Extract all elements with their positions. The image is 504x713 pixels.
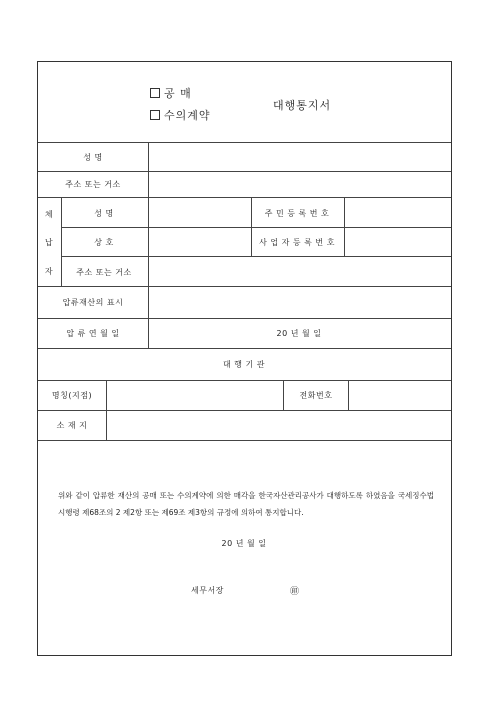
taxpayer-label-1: 체 xyxy=(44,210,54,219)
auction-checkbox[interactable] xyxy=(150,88,160,98)
page-title: 대행통지서 xyxy=(273,99,332,112)
taxpayer-address-label: 주소 또는 거소 xyxy=(76,268,132,277)
divider xyxy=(38,286,451,287)
resident-no-label: 주 민 등 록 번 호 xyxy=(264,209,330,218)
divider xyxy=(251,197,252,256)
divider xyxy=(148,286,149,348)
divider xyxy=(38,171,451,172)
divider xyxy=(61,256,451,257)
header-options xyxy=(150,85,211,123)
name-label: 성 명 xyxy=(83,153,103,162)
divider xyxy=(38,410,451,411)
divider xyxy=(61,227,451,228)
address-label: 주소 또는 거소 xyxy=(65,180,121,189)
seizure-date-label: 압 류 연 월 일 xyxy=(66,329,120,338)
location-label: 소 재 지 xyxy=(56,421,88,430)
seal-mark: ㊞ xyxy=(290,587,300,597)
phone-label: 전화번호 xyxy=(299,391,333,400)
taxpayer-name-label: 성 명 xyxy=(94,209,114,218)
signer-label: 세무서장 xyxy=(191,586,224,595)
divider xyxy=(38,348,451,349)
divider xyxy=(348,380,349,410)
business-no-label: 사 업 자 등 록 번 호 xyxy=(259,238,335,247)
option-private-label: 수의계약 xyxy=(164,109,211,122)
divider xyxy=(38,440,451,441)
form-frame xyxy=(37,61,452,656)
seizure-date-value: 20 년 월 일 xyxy=(276,329,322,338)
divider xyxy=(38,318,451,319)
divider xyxy=(106,380,107,440)
agency-name-label: 명칭(지점) xyxy=(51,391,93,400)
divider xyxy=(38,197,451,198)
trade-name-label: 상 호 xyxy=(94,238,114,247)
divider xyxy=(61,197,62,286)
taxpayer-label-3: 자 xyxy=(44,267,54,276)
divider xyxy=(283,380,284,410)
option-auction-label: 공 매 xyxy=(164,87,192,100)
divider xyxy=(38,380,451,381)
taxpayer-label-2: 납 xyxy=(44,238,54,247)
private-contract-checkbox[interactable] xyxy=(150,110,160,120)
agency-heading: 대 행 기 관 xyxy=(222,360,266,369)
notice-date: 20 년 월 일 xyxy=(221,539,267,548)
seized-property-label: 압류재산의 표시 xyxy=(62,298,124,307)
divider xyxy=(148,197,149,286)
divider xyxy=(344,197,345,256)
divider xyxy=(38,142,451,143)
divider xyxy=(148,142,149,197)
notice-text: 위와 같이 압류한 재산의 공매 또는 수의계약에 의한 매각을 한국자산관리공사가 대행하도록 하였음을 국세징수법 시행령 제68조의 2 제2항 또는 제69조 제3항의 규정에 의하여 통지합니다. xyxy=(58,491,434,517)
